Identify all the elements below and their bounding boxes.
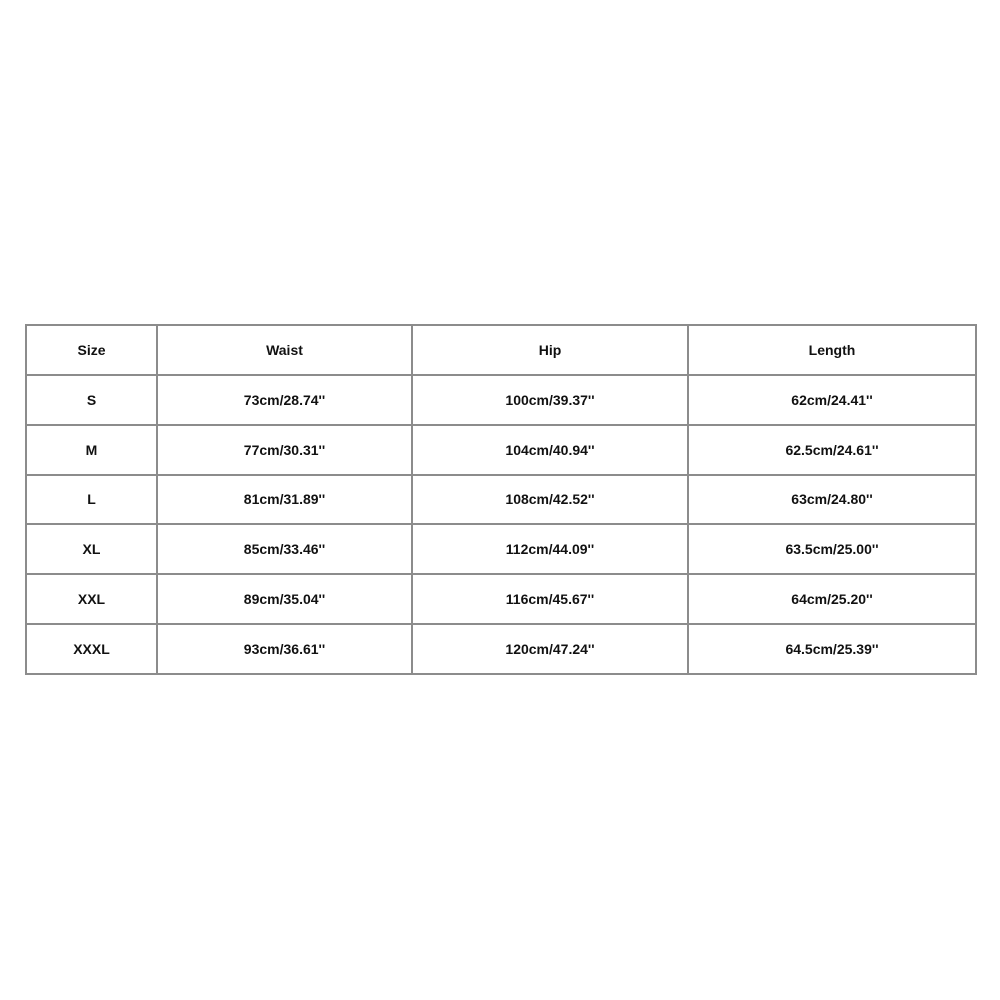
table-row	[26, 524, 976, 574]
table-row	[26, 375, 976, 425]
header-size: Size	[26, 325, 157, 375]
table-row	[26, 574, 976, 624]
header-length: Length	[688, 325, 976, 375]
hip-cell: 116cm/45.67''	[412, 574, 688, 624]
length-cell: 64.5cm/25.39''	[688, 624, 976, 674]
length-cell: 64cm/25.20''	[688, 574, 976, 624]
hip-cell: 108cm/42.52''	[412, 475, 688, 525]
waist-cell: 73cm/28.74''	[157, 375, 412, 425]
length-cell: 63.5cm/25.00''	[688, 524, 976, 574]
size-cell: L	[26, 475, 157, 525]
length-cell: 62.5cm/24.61''	[688, 425, 976, 475]
length-cell: 62cm/24.41''	[688, 375, 976, 425]
size-cell: XL	[26, 524, 157, 574]
waist-cell: 85cm/33.46''	[157, 524, 412, 574]
waist-cell: 93cm/36.61''	[157, 624, 412, 674]
size-cell: M	[26, 425, 157, 475]
table-row	[26, 624, 976, 674]
size-cell: XXXL	[26, 624, 157, 674]
size-cell: S	[26, 375, 157, 425]
hip-cell: 120cm/47.24''	[412, 624, 688, 674]
table-row	[26, 475, 976, 525]
header-hip: Hip	[412, 325, 688, 375]
hip-cell: 104cm/40.94''	[412, 425, 688, 475]
hip-cell: 112cm/44.09''	[412, 524, 688, 574]
header-waist: Waist	[157, 325, 412, 375]
size-chart-table	[25, 324, 977, 675]
waist-cell: 77cm/30.31''	[157, 425, 412, 475]
waist-cell: 89cm/35.04''	[157, 574, 412, 624]
hip-cell: 100cm/39.37''	[412, 375, 688, 425]
table-row	[26, 425, 976, 475]
header-row	[26, 325, 976, 375]
size-cell: XXL	[26, 574, 157, 624]
length-cell: 63cm/24.80''	[688, 475, 976, 525]
waist-cell: 81cm/31.89''	[157, 475, 412, 525]
